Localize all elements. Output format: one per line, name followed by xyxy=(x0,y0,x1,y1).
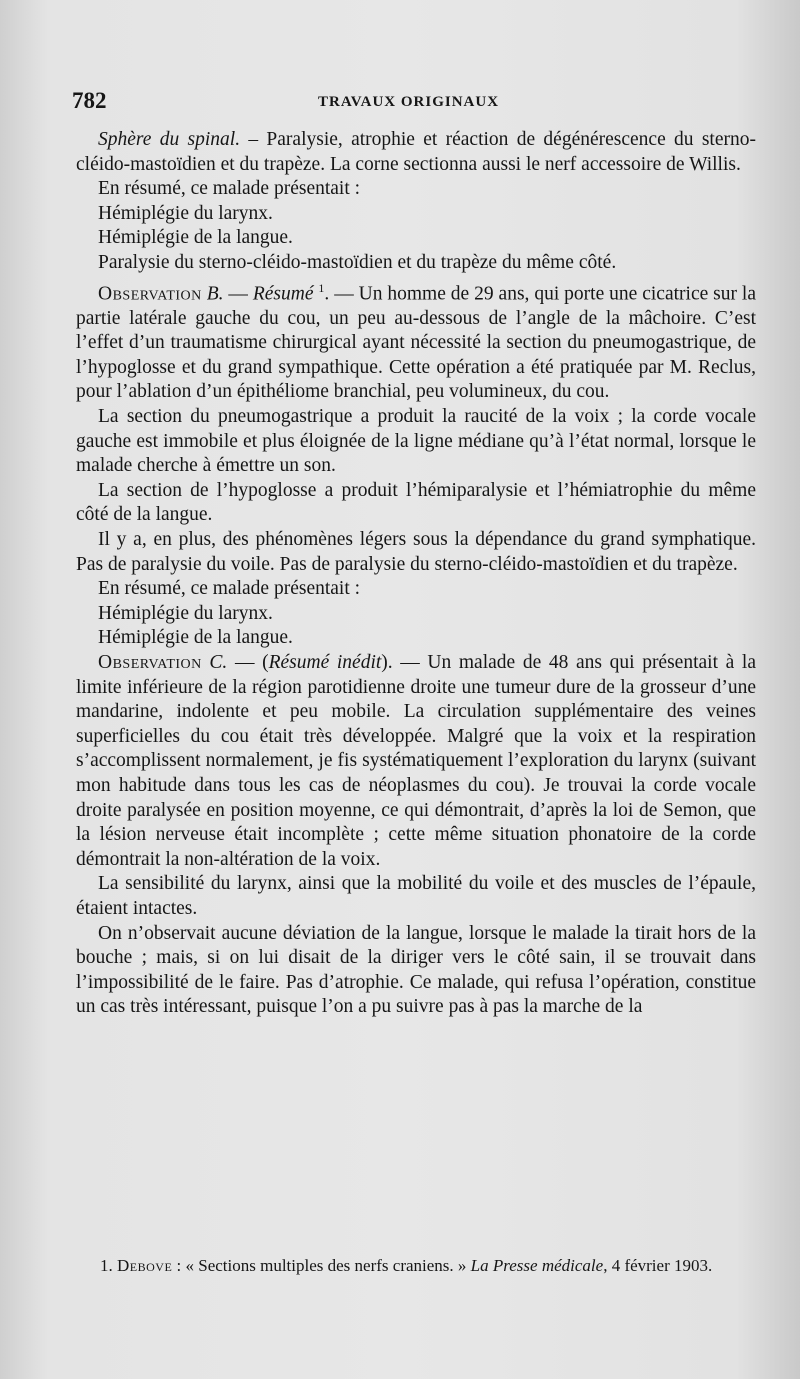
paragraph: La section du pneumogastrique a produit la raucité de la voix ; la corde vocale gauche est immobile et plus éloignée de la ligne médiane qu’à l’état normal, lorsque le malade cherche à émettre un son. xyxy=(76,406,756,477)
section-title: Sphère du spinal. xyxy=(98,129,241,150)
footnote xyxy=(78,1255,758,1277)
paragraph: Il y a, en plus, des phénomènes légers sous la dépendance du grand symphatique. Pas de paralysie du voile. Pas de paralysie du sterno-cléido-mastoïdien et du trapèze. xyxy=(76,529,756,575)
summary-line: En résumé, ce malade présentait : xyxy=(98,178,361,200)
body-text xyxy=(76,128,756,1020)
summary-item: Hémiplégie du larynx. xyxy=(98,602,273,624)
paragraph: La sensibilité du larynx, ainsi que la mobilité du voile et des muscles de l’épaule, étaient intactes. xyxy=(76,873,756,919)
paragraph: On n’observait aucune déviation de la langue, lorsque le malade la tirait hors de la bouche ; mais, si on lui disait de la diriger vers le côté sain, il se trouvait dans l’impossibilité de le faire. Pas d’atrophie. Ce malade, qui refusa l’opération, constitue un cas très intéressant, puisque l’on a pu suivre pas à pas la marche de la xyxy=(76,922,756,1018)
dash: — ( xyxy=(227,651,269,673)
paragraph-spinal xyxy=(76,128,756,177)
paragraph: La section de l’hypoglosse a produit l’hémiparalysie et l’hémiatrophie du même côté de la langue. xyxy=(76,479,756,526)
dash: — xyxy=(223,283,253,305)
observation-c xyxy=(76,651,756,872)
page-header xyxy=(72,88,752,118)
observation-label: Observation xyxy=(98,651,202,673)
page-number: 782 xyxy=(72,88,107,113)
paragraph-text: – Paralysie, atrophie et réaction de dégénérescence du sterno-cléido-mastoïdien et du trapèze. La corne sectionna aussi le nerf accessoire de Willis. xyxy=(76,129,756,175)
footnote-journal: La Presse médicale xyxy=(470,1256,604,1275)
summary-item: Hémiplégie de la langue. xyxy=(98,227,293,249)
footnote-author: Debove xyxy=(117,1256,173,1275)
footnote-text: : « Sections multiples des nerfs craniens. » xyxy=(172,1256,471,1275)
paragraph-text: ). — Un malade de 48 ans qui présentait à la limite inférieure de la région parotidienne droite une tumeur dure de la grosseur d’une mandarine, indolente et peu mobile. La circulation supplémentaire des veines superficielles du cou était très développée. Malgré que la voix et la respiration s’accomplissent normalement, je fis systématiquement l’exploration du larynx (suivant mon habitude dans tous les cas de néoplasmes du cou). Je trouvai la corde vocale droite paralysée en position moyenne, ce qui démontrait, d’après la loi de Semon, que la lésion nerveuse était incomplète ; cette même situation phonatoire de la corde démontrait la non-altération de la voix. xyxy=(76,651,756,870)
observation-b xyxy=(76,276,756,405)
resume-label: Résumé xyxy=(252,283,314,305)
summary-line: En résumé, ce malade présentait : xyxy=(98,578,361,600)
footnote-date: , 4 février 1903. xyxy=(603,1256,713,1275)
footnote-ref: 1 xyxy=(318,280,325,295)
observation-letter: C. xyxy=(209,651,228,673)
summary-item: Paralysie du sterno-cléido-mastoïdien et du trapèze du même côté. xyxy=(98,251,617,273)
summary-item: Hémiplégie de la langue. xyxy=(98,627,293,649)
paragraph-text: . — Un homme de 29 ans, qui porte une cicatrice sur la partie latérale gauche du cou, un peu au-dessous de l’angle de la mâchoire. C’est l’effet d’un traumatisme chirurgical ayant nécessité la section du pneumogastrique, de l’hypoglosse et du grand sympathique. Cette opération a été pratiquée par M. Reclus, pour l’ablation d’un épithéliome branchial, peu volumineux, du cou. xyxy=(76,283,756,403)
running-head: TRAVAUX ORIGINAUX xyxy=(318,94,500,110)
resume-label: Résumé inédit xyxy=(268,651,382,673)
observation-label: Observation xyxy=(98,283,202,305)
summary-item: Hémiplégie du larynx. xyxy=(98,202,273,224)
observation-letter: B. xyxy=(206,283,224,305)
footnote-number: 1. xyxy=(100,1256,113,1275)
